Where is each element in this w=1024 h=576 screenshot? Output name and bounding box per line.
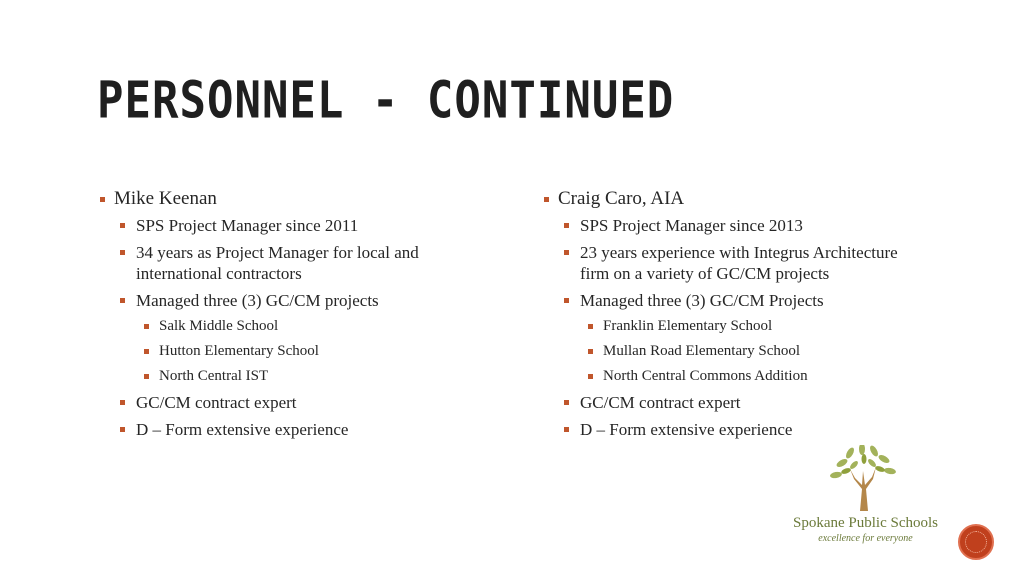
bullet-icon <box>144 349 149 354</box>
bullet-icon <box>120 298 125 303</box>
left-column <box>97 187 497 446</box>
logo-name: Spokane Public Schools <box>793 515 938 531</box>
bullet-icon <box>564 298 569 303</box>
slide-nav-button[interactable] <box>958 524 994 560</box>
sub-list-item: Mullan Road Elementary School <box>541 342 921 361</box>
bullet-icon <box>588 349 593 354</box>
bullet-icon <box>120 223 125 228</box>
list-item: GC/CM contract expert <box>541 392 921 413</box>
list-item: 34 years as Project Manager for local and international contractors <box>97 242 497 284</box>
list-item: D – Form extensive experience <box>541 419 921 440</box>
list-item: SPS Project Manager since 2013 <box>541 215 921 236</box>
slide-title: PERSONNEL - CONTINUED <box>97 71 675 131</box>
sub-list-item: North Central Commons Addition <box>541 367 921 386</box>
right-column <box>541 187 921 446</box>
slide-edge <box>0 0 6 576</box>
bullet-icon <box>144 374 149 379</box>
list-item: Managed three (3) GC/CM projects <box>97 290 497 311</box>
nav-ring-icon <box>965 531 987 553</box>
bullet-icon <box>564 250 569 255</box>
bullet-icon <box>588 374 593 379</box>
list-item: SPS Project Manager since 2011 <box>97 215 497 236</box>
bullet-icon <box>588 324 593 329</box>
bullet-icon <box>120 250 125 255</box>
bullet-icon <box>100 197 105 202</box>
sub-list-item: Salk Middle School <box>97 317 497 336</box>
tree-icon <box>828 445 903 513</box>
list-item: D – Form extensive experience <box>97 419 497 440</box>
bullet-icon <box>544 197 549 202</box>
bullet-icon <box>120 400 125 405</box>
bullet-icon <box>120 427 125 432</box>
logo-tagline: excellence for everyone <box>818 533 913 544</box>
sub-list-item: Hutton Elementary School <box>97 342 497 361</box>
bullet-icon <box>144 324 149 329</box>
person-name: Mike Keenan <box>97 187 497 211</box>
sub-list-item: Franklin Elementary School <box>541 317 921 336</box>
bullet-icon <box>564 223 569 228</box>
bullet-icon <box>564 400 569 405</box>
sub-list-item: North Central IST <box>97 367 497 386</box>
person-name: Craig Caro, AIA <box>541 187 921 211</box>
bullet-icon <box>564 427 569 432</box>
list-item: GC/CM contract expert <box>97 392 497 413</box>
list-item: Managed three (3) GC/CM Projects <box>541 290 921 311</box>
school-logo <box>793 445 938 545</box>
list-item: 23 years experience with Integrus Architecture firm on a variety of GC/CM projects <box>541 242 921 284</box>
